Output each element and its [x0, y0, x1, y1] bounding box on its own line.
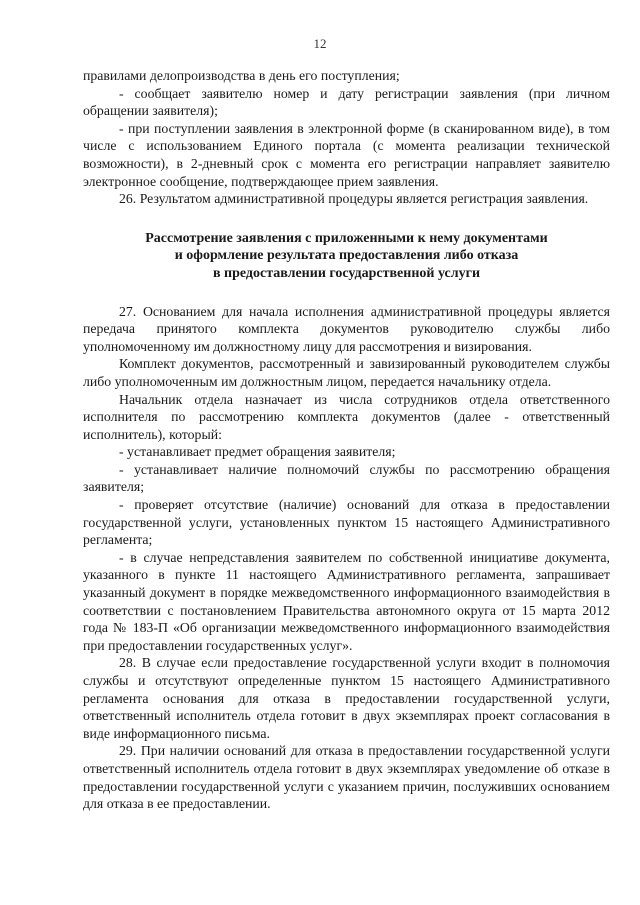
heading-line: и оформление результата предоставления либо отказа [174, 248, 519, 264]
list-item: - проверяет отсутствие (наличие) оснований для отказа в предоставлении государственной услуги, установленных пунктом 15 настоящего Административного регламента; [83, 497, 610, 548]
list-item: - устанавливает наличие полномочий службы по рассмотрению обращения заявителя; [83, 461, 610, 495]
list-item: - устанавливает предмет обращения заявителя; [119, 444, 396, 460]
page-number: 12 [313, 36, 327, 51]
heading-line: Рассмотрение заявления с приложенными к нему документами [145, 230, 548, 246]
paragraph: 29. При наличии оснований для отказа в предоставлении государственной услуги ответственный исполнитель отдела готовит в двух экземплярах уведомление об отказе в предоставлении государственной услуги с указанием причин, послуживших основанием для отказа в ее предоставлении. [83, 743, 610, 812]
paragraph: 27. Основанием для начала исполнения административной процедуры является передача принятого комплекта документов руководителю службы либо уполномоченному им должностному лицу для рассмотрения и визирования. [83, 303, 610, 354]
heading-line: в предоставлении государственной услуги [212, 265, 481, 281]
paragraph: - сообщает заявителю номер и дату регистрации заявления (при личном обращении заявителя); [83, 85, 610, 119]
document-body [83, 67, 610, 813]
section-heading [83, 230, 610, 283]
paragraph: 26. Результатом административной процедуры является регистрация заявления. [119, 191, 589, 207]
paragraph: 28. В случае если предоставление государственной услуги входит в полномочия службы и отсутствуют определенные пунктом 15 настоящего Административного регламента основания для отказа в предоставлении государственной услуги, ответственный исполнитель отдела готовит в двух экземплярах проект согласования в виде информационного письма. [83, 655, 610, 741]
paragraph: - при поступлении заявления в электронной форме (в сканированном виде), в том числе с использованием Единого портала (с момента реализации технической возможности), в 2-дневный срок с момента его регистрации направляет заявителю электронное сообщение, подтверждающее прием заявления. [83, 120, 610, 189]
list-item: - в случае непредставления заявителем по собственной инициативе документа, указанного в пункте 11 настоящего Административного регламента, запрашивает указанный документ в порядке межведомственного информационного взаимодействия в соответствии с постановлением Правительства автономного округа от 15 марта 2012 года № 183-П «Об организации межведомственного информационного взаимодействия при предоставлении государственных услуг». [83, 549, 610, 653]
paragraph: правилами делопроизводства в день его поступления; [83, 68, 400, 83]
paragraph: Начальник отдела назначает из числа сотрудников отдела ответственного исполнителя по рассмотрению комплекта документов (далее - ответственный исполнитель), который: [83, 391, 610, 442]
paragraph: Комплект документов, рассмотренный и завизированный руководителем службы либо уполномоченным им должностным лицом, передается начальнику отдела. [83, 356, 610, 389]
